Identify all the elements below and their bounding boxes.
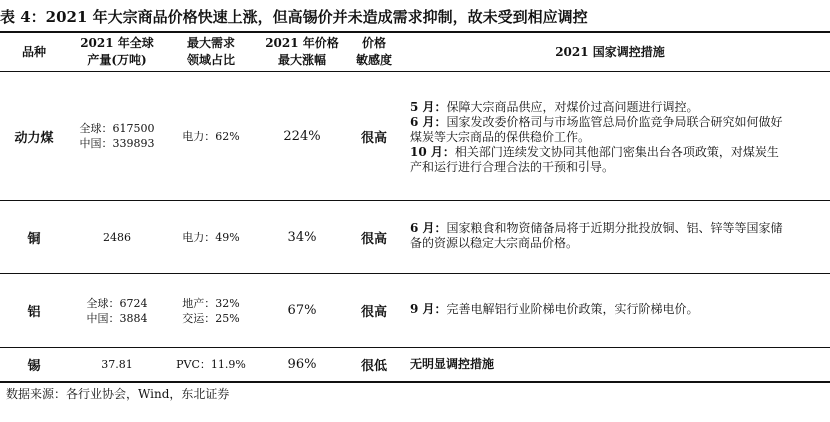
row-coal-policy (410, 100, 790, 175)
copper-share: 电力：49% (182, 230, 240, 244)
tin-policy-lead: 无明显调控措施 (410, 357, 495, 371)
copper-policy-jun-lead: 6 月： (410, 221, 447, 235)
tin-policy (410, 357, 790, 372)
row-aluminum-rise: 67% (287, 303, 317, 318)
row-coal-rise: 224% (283, 128, 321, 144)
header-variety (0, 33, 68, 71)
coal-policy-may (410, 100, 790, 115)
coal-policy-jun-text: 国家发改委价格司与市场监管总局价监竞争局联合研究如何做好煤炭等大宗商品的保供稳价工作。 (410, 115, 783, 144)
tin-share: PVC：11.9% (176, 358, 246, 371)
aluminum-policy-sep-lead: 9 月： (410, 302, 447, 316)
row-coal-sensitivity: 很高 (360, 130, 387, 146)
row-aluminum-share (166, 274, 256, 347)
header-rise-line1: 2021 年价格 (265, 36, 339, 50)
row-coal-output (68, 72, 166, 200)
row-aluminum-sensitivity: 很高 (360, 305, 387, 320)
copper-policy-jun (410, 221, 790, 251)
aluminum-policy-sep-text: 完善电解铝行业阶梯电价政策，实行阶梯电价。 (446, 302, 699, 316)
bottom-rule (0, 381, 830, 383)
coal-policy-oct (410, 145, 790, 175)
aluminum-output-global: 全球：6724 (86, 296, 148, 310)
aluminum-output-china: 中国：3884 (86, 311, 148, 325)
row-tin-share (166, 348, 256, 381)
row-copper-policy (410, 221, 790, 251)
row-copper-name: 铜 (27, 231, 41, 247)
row-tin-sensitivity: 很低 (360, 359, 387, 374)
copper-policy-jun-text: 国家粮食和物资储备局将于近期分批投放铜、铝、锌等等国家储备的资源以稳定大宗商品价格。 (410, 221, 783, 250)
row-aluminum-policy (410, 302, 790, 317)
coal-output-china: 中国：339893 (79, 137, 155, 150)
row-tin-name: 锡 (27, 359, 41, 374)
coal-policy-jun (410, 115, 790, 145)
row-coal-name: 动力煤 (14, 130, 54, 146)
header-policy-label: 2021 国家调控措施 (555, 44, 665, 59)
row-copper-sensitivity: 很高 (360, 231, 387, 247)
coal-policy-oct-text: 相关部门连续发文协同其他部门密集出台各项政策，对煤炭生产和运行进行合理合法的干预和引导。 (410, 145, 779, 174)
tin-output: 37.81 (101, 358, 133, 371)
header-rise (256, 33, 348, 71)
header-output-line2: 产量(万吨) (87, 53, 147, 67)
row-copper-output (68, 201, 166, 273)
row-copper-share (166, 201, 256, 273)
header-share-line2: 领域占比 (186, 53, 235, 67)
header-share-line1: 最大需求 (186, 36, 235, 50)
header-variety-label: 品种 (21, 44, 46, 59)
coal-policy-may-lead: 5 月： (410, 100, 447, 114)
row-copper-rise: 34% (287, 229, 317, 245)
header-sensitivity-line1: 价格 (361, 36, 386, 50)
coal-policy-oct-lead: 10 月： (410, 145, 455, 159)
header-rise-line2: 最大涨幅 (277, 53, 326, 67)
aluminum-share-property: 地产：32% (182, 296, 240, 310)
header-share (166, 33, 256, 71)
aluminum-policy-sep (410, 302, 790, 317)
row-coal-share (166, 72, 256, 200)
copper-output: 2486 (103, 230, 131, 244)
data-source-note: 数据来源：各行业协会，Wind，东北证券 (6, 387, 230, 401)
row-aluminum-name: 铝 (27, 305, 41, 320)
coal-share: 电力：62% (182, 129, 240, 143)
row-aluminum-output (68, 274, 166, 347)
coal-policy-jun-lead: 6 月： (410, 115, 447, 129)
header-sensitivity (348, 33, 400, 71)
aluminum-share-transport: 交运：25% (182, 311, 240, 325)
row-tin-rise: 96% (287, 357, 317, 372)
header-output (68, 33, 166, 71)
table-title: 表 4：2021 年大宗商品价格快速上涨，但高锡价并未造成需求抑制，故未受到相应调控 (0, 8, 588, 26)
coal-policy-may-text: 保障大宗商品供应，对煤价过高问题进行调控。 (446, 100, 699, 114)
row-tin-output (68, 348, 166, 381)
header-sensitivity-line2: 敏感度 (355, 53, 392, 67)
coal-output-global: 全球：617500 (79, 122, 155, 135)
header-policy (400, 33, 820, 71)
header-output-line1: 2021 年全球 (80, 36, 154, 50)
row-tin-policy (410, 357, 790, 372)
